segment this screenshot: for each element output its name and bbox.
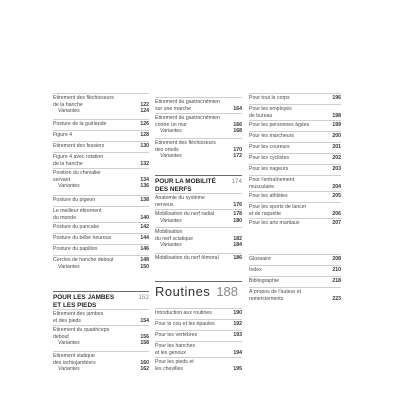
toc-entry-text: Étirement du gastrocnémien <box>155 99 220 105</box>
toc-entry-text: Pour les vertèbres <box>155 332 198 338</box>
page-number: 204 <box>332 183 341 190</box>
page-number: 154 <box>140 317 149 324</box>
page-number: 182 <box>233 235 242 242</box>
page-number: 128 <box>140 132 149 138</box>
toc-entry-line <box>53 197 149 204</box>
toc-entry-line <box>155 128 242 135</box>
toc-entry-text: des orteils <box>155 146 179 153</box>
toc-entry-line <box>155 321 242 328</box>
toc-entry-text: de bureau <box>249 112 273 119</box>
toc-entry-line <box>53 246 149 253</box>
page-number: 196 <box>332 95 341 101</box>
page-number: 166 <box>233 121 242 128</box>
toc-entry-text: Bibliographie <box>249 278 279 284</box>
page-number: 201 <box>332 144 341 150</box>
toc-entry <box>249 104 341 119</box>
toc-entry-text: Pour les pieds et <box>155 359 194 365</box>
toc-entry-text: Pour les marcheurs <box>249 133 294 139</box>
page-number: 180 <box>233 217 242 224</box>
toc-entry-text: Variantes <box>58 183 80 189</box>
toc-entry-line <box>249 220 341 227</box>
toc-entry <box>155 193 242 208</box>
toc-entry-text: du nerf sciatique <box>155 235 194 242</box>
toc-entry <box>249 202 341 217</box>
toc-entry-line <box>155 218 242 225</box>
section-heading <box>155 175 242 193</box>
page-number: 200 <box>332 133 341 139</box>
toc-entry-line <box>53 161 149 168</box>
toc-entry <box>249 218 341 227</box>
toc-entry-text: Posture du papillon <box>53 246 98 252</box>
toc-entry <box>53 255 149 270</box>
section-title-line: POUR LES JAMBES <box>53 294 115 301</box>
toc-entry <box>249 175 341 190</box>
toc-entry-line <box>53 264 149 271</box>
toc-entry-text: Mobilisation <box>155 229 183 235</box>
page-number: 150 <box>140 263 149 270</box>
toc-entry <box>155 319 242 328</box>
toc-entry-line <box>155 310 242 317</box>
toc-entry-line <box>249 95 341 102</box>
toc-entry <box>249 164 341 173</box>
page-number: 207 <box>332 220 341 226</box>
toc-entry-line <box>249 193 341 200</box>
page-number: 126 <box>140 121 149 127</box>
page-number: 170 <box>233 146 242 153</box>
toc-entry-line <box>249 278 341 285</box>
toc-entry-text: Étirement du gastrocnémien <box>155 115 220 121</box>
toc-entry-text: musculaire <box>249 183 275 190</box>
toc-entry <box>155 341 242 356</box>
toc-entry-text: Posture de la guirlande <box>53 121 107 127</box>
toc-entry-text: Introduction aux routines <box>155 310 212 316</box>
toc-entry-text: Variantes <box>160 217 182 224</box>
page-number: 202 <box>332 155 341 161</box>
page-number: 130 <box>140 143 149 149</box>
toc-entry-text: sur une marche <box>155 105 192 112</box>
toc-entry-text: Étirement statique <box>53 353 95 359</box>
page-number: 193 <box>233 332 242 338</box>
section-heading <box>53 291 149 309</box>
toc-entry-text: Pour les sports de lancer <box>249 204 307 210</box>
toc-entry <box>53 325 149 347</box>
toc-entry-text: Étirement des fléchisseurs <box>53 95 114 101</box>
toc-entry-line <box>249 267 341 274</box>
toc-entry-text: et de raquette <box>249 210 282 217</box>
toc-entry-line <box>249 256 341 263</box>
toc-entry <box>155 308 242 317</box>
toc-entry-text: Pour les employés <box>249 106 292 112</box>
toc-entry-text: et les genoux <box>155 349 186 356</box>
toc-entry <box>53 233 149 242</box>
toc-entry-line <box>53 224 149 231</box>
toc-entry-text: de la hanche <box>53 160 83 167</box>
toc-entry-line <box>155 255 242 262</box>
toc-entry-text: Mobilisation du nerf radial <box>155 211 215 217</box>
page-number: 195 <box>233 365 242 372</box>
page-number: 208 <box>332 256 341 262</box>
toc-entry-text: du monde <box>53 214 77 221</box>
toc-entry-text: Pour tout le corps <box>249 95 290 101</box>
toc-entry <box>53 119 149 128</box>
page-number: 122 <box>140 101 149 108</box>
page-number: 198 <box>332 112 341 119</box>
toc-entry-text: Pour les arts martiaux <box>249 220 300 226</box>
toc-entry <box>155 97 242 112</box>
toc-entry-line <box>249 144 341 151</box>
toc-entry-line <box>155 350 242 357</box>
toc-entry <box>53 152 149 167</box>
page-number: 172 <box>233 153 242 159</box>
page-number: 186 <box>233 255 242 261</box>
toc-entry-text: Figure 4 avec rotation <box>53 154 104 160</box>
page-number: 199 <box>332 122 341 128</box>
page-number: 210 <box>332 267 341 273</box>
toc-entry-text: Pour les athlètes <box>249 193 288 199</box>
toc-entry-line <box>53 121 149 128</box>
toc-entry-line <box>53 340 149 347</box>
routines-heading <box>155 281 242 301</box>
toc-entry <box>155 209 242 224</box>
toc-entry <box>53 222 149 231</box>
page-number: 218 <box>332 278 341 284</box>
toc-entry <box>53 351 149 373</box>
toc-entry <box>249 153 341 162</box>
toc-entry-text: Étirement du quadriceps <box>53 327 110 333</box>
toc-entry-text: Pour les hanches <box>155 343 196 349</box>
toc-entry <box>155 227 242 249</box>
toc-entry-line <box>53 318 149 325</box>
toc-entry <box>53 244 149 253</box>
toc-entry-line <box>155 106 242 113</box>
section-title-line: DES NERFS <box>155 185 192 193</box>
toc-entry-text: Variantes <box>58 263 80 270</box>
page-number: 124 <box>140 108 149 114</box>
toc-entry-text: Figure 4 <box>53 132 73 138</box>
page-number: 142 <box>140 224 149 230</box>
toc-entry-text: des ischiojambiers <box>53 359 96 366</box>
toc-entry-text: Posture du pigeon <box>53 197 96 203</box>
toc-entry-line <box>53 235 149 242</box>
toc-entry-text: Pour l'entraînement <box>249 177 295 183</box>
toc-entry-line <box>249 211 341 218</box>
toc-entry-text: Mobilisation du nerf fémoral <box>155 255 219 261</box>
toc-entry <box>155 330 242 339</box>
toc-entry-line <box>249 133 341 140</box>
toc-entry-text: Variantes <box>160 128 182 134</box>
toc-entry-text: À propos de l'auteur et <box>249 289 302 295</box>
page-number: 205 <box>332 193 341 199</box>
toc-entry-line <box>155 332 242 339</box>
page-number: 164 <box>233 105 242 112</box>
routines-title: Routines <box>155 284 211 299</box>
section-page-number: 174 <box>231 178 242 185</box>
toc-entry <box>53 206 149 221</box>
toc-entry <box>249 276 341 285</box>
toc-entry-text: nerveux <box>155 201 174 208</box>
toc-entry <box>249 93 341 102</box>
toc-entry-text: debout <box>53 333 69 340</box>
page-number: 132 <box>140 160 149 167</box>
toc-entry <box>249 191 341 200</box>
toc-entry-text: Pour les coureurs <box>249 144 290 150</box>
toc-entry-text: Variantes <box>58 340 80 346</box>
toc-entry-text: Posture du pancake <box>53 224 100 230</box>
toc-entry-text: et des pieds <box>53 317 81 324</box>
toc-entry-text: Pour le cou et les épaules <box>155 321 215 327</box>
toc-entry-text: Pour les nageurs <box>249 166 289 172</box>
toc-entry <box>155 253 242 262</box>
routines-page-number: 188 <box>216 284 239 299</box>
toc-entry-text: Pour les personnes âgées <box>249 122 310 128</box>
toc-entry-text: Le meilleur étirement <box>53 208 102 214</box>
page-number: 192 <box>233 321 242 327</box>
page-number: 158 <box>140 340 149 346</box>
toc-entry-line <box>249 155 341 162</box>
page-number: 178 <box>233 211 242 217</box>
toc-entry-text: Étirement des jambes <box>53 311 104 317</box>
toc-entry-text: Pour les cyclistes <box>249 155 290 161</box>
toc-entry-text: Index <box>249 267 262 273</box>
toc-entry <box>249 254 341 263</box>
toc-entry <box>155 357 242 372</box>
page-number: 190 <box>233 310 242 316</box>
page-number: 148 <box>140 257 149 263</box>
section-title-line: POUR LA MOBILITÉ <box>155 178 216 185</box>
toc-entry <box>249 287 341 302</box>
toc-entry-text: remerciements <box>249 295 284 302</box>
toc-entry-line <box>53 215 149 222</box>
toc-entry <box>53 168 149 190</box>
toc-entry-line <box>249 113 341 120</box>
toc-entry-text: Position du chevalier <box>53 170 101 176</box>
toc-entry-line <box>249 166 341 173</box>
toc-entry-text: Variantes <box>58 366 80 372</box>
page-number: 168 <box>233 128 242 134</box>
toc-entry-line <box>53 366 149 373</box>
toc-entry <box>249 120 341 129</box>
toc-entry-line <box>155 153 242 160</box>
page-number: 160 <box>140 359 149 366</box>
page-number: 146 <box>140 246 149 252</box>
toc-entry-line <box>53 183 149 190</box>
toc-entry-text: Anatomie du système <box>155 195 205 201</box>
toc-entry-line <box>53 108 149 115</box>
toc-entry-text: Étirement des fessiers <box>53 143 105 149</box>
toc-entry <box>53 141 149 150</box>
section-page-number: 152 <box>138 294 149 301</box>
page-number: 140 <box>140 214 149 221</box>
toc-entry <box>53 195 149 204</box>
page-number: 223 <box>332 295 341 302</box>
toc-entry-line <box>249 184 341 191</box>
page-number: 176 <box>233 201 242 208</box>
page-number: 136 <box>140 183 149 189</box>
page-number: 144 <box>140 235 149 241</box>
section-title-line: ET LES PIEDS <box>53 301 97 309</box>
page-number: 206 <box>332 210 341 217</box>
toc-entry-line <box>249 122 341 129</box>
toc-entry <box>249 131 341 140</box>
toc-entry-line <box>155 242 242 249</box>
page-number: 162 <box>140 366 149 372</box>
page-number: 156 <box>140 333 149 340</box>
page-number: 203 <box>332 166 341 172</box>
toc-entry-text: servant <box>53 176 71 183</box>
toc-entry <box>53 93 149 115</box>
toc-entry-line <box>155 202 242 209</box>
toc-entry-text: Étirement des fléchisseurs <box>155 140 216 146</box>
toc-entry <box>53 130 149 139</box>
toc-entry-line <box>155 366 242 373</box>
toc-entry-text: les chevilles <box>155 365 183 372</box>
toc-entry-text: de la hanche <box>53 101 83 108</box>
toc-entry-line <box>53 132 149 139</box>
toc-entry <box>155 113 242 135</box>
toc-entry <box>249 142 341 151</box>
toc-entry-text: Glossaire <box>249 256 271 262</box>
toc-entry-text: Cercles de hanche debout <box>53 257 114 263</box>
toc-entry-text: contre un mur <box>155 121 188 128</box>
page-number: 134 <box>140 176 149 183</box>
toc-entry-text: Variantes <box>160 242 182 248</box>
toc-entry <box>249 265 341 274</box>
page-number: 138 <box>140 197 149 203</box>
page-number: 194 <box>233 349 242 356</box>
toc-entry-line <box>249 296 341 303</box>
toc-entry-text: Variantes <box>160 153 182 159</box>
toc-entry <box>155 138 242 160</box>
toc-entry-text: Variantes <box>58 108 80 114</box>
toc-entry-line <box>53 143 149 150</box>
toc-entry <box>53 309 149 324</box>
toc-entry-text: Posture du bébé heureux <box>53 235 112 241</box>
page-number: 184 <box>233 242 242 248</box>
